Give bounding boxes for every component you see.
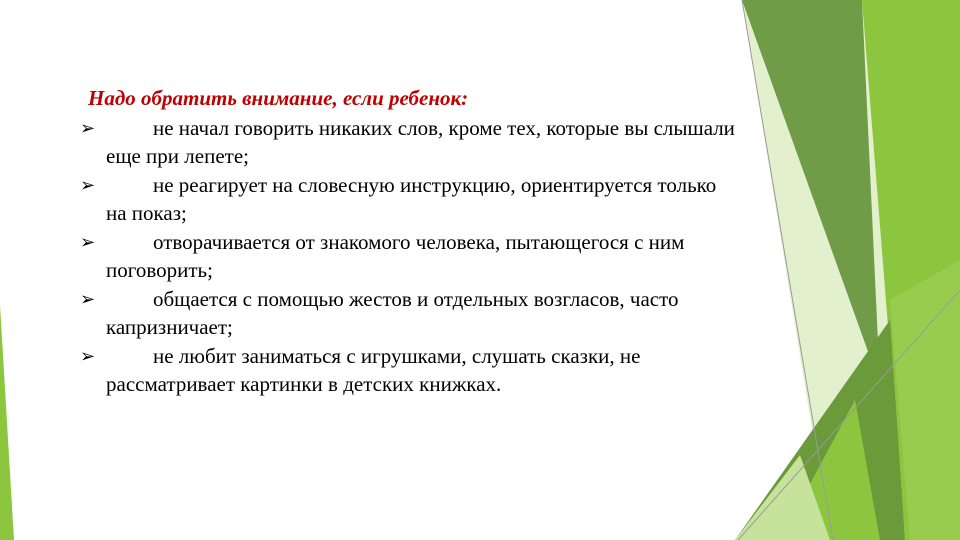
list-item — [80, 342, 740, 399]
list-item-text: не реагирует на словесную инструкцию, ориентируется только на показ; — [106, 172, 717, 225]
list-item — [80, 228, 740, 285]
list-item-text: общается с помощью жестов и отдельных возгласов, часто капризничает; — [106, 286, 679, 339]
arrow-bullet-icon: ➢ — [80, 345, 96, 366]
text-content — [80, 84, 740, 399]
arrow-bullet-icon: ➢ — [80, 231, 96, 252]
slide-heading: Надо обратить внимание, если ребенок: — [88, 86, 469, 110]
list-item — [80, 171, 740, 228]
list-item — [80, 285, 740, 342]
left-green-sliver — [0, 305, 14, 540]
list-item-text: не начал говорить никаких слов, кроме тех, которые вы слышали еще при лепете; — [106, 115, 735, 168]
list-item-text: не любит заниматься с игрушками, слушать сказки, не рассматривает картинки в детских книжках. — [106, 343, 641, 396]
arrow-bullet-icon: ➢ — [80, 117, 96, 138]
list-item — [80, 114, 740, 171]
arrow-bullet-icon: ➢ — [80, 288, 96, 309]
arrow-bullet-icon: ➢ — [80, 174, 96, 195]
list-item-text: отворачивается от знакомого человека, пытающегося с ним поговорить; — [106, 229, 685, 282]
